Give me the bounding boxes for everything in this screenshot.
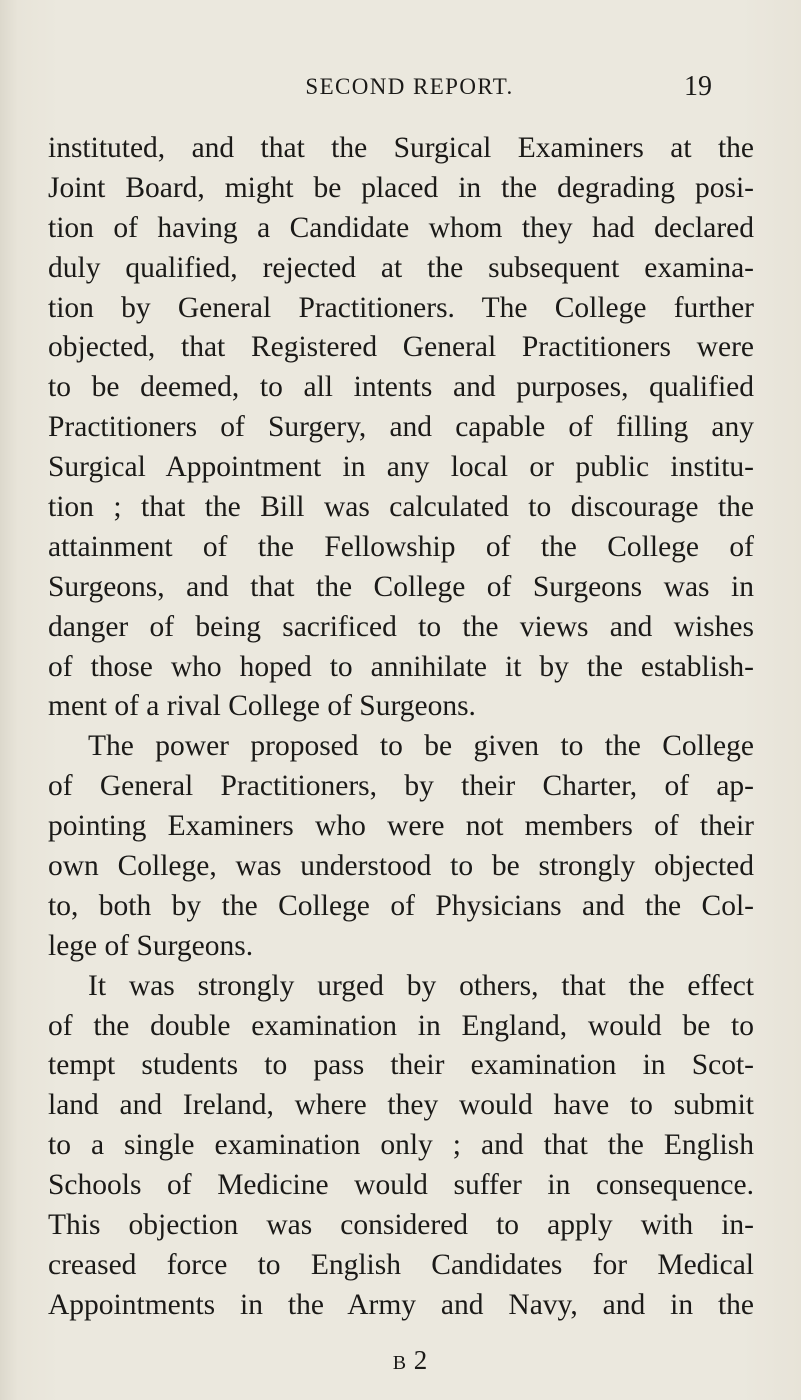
text-line: Surgeons, and that the College of Surgeons was in (48, 570, 754, 603)
text-line: Joint Board, might be placed in the degrading posi- (48, 171, 754, 204)
page-header (0, 71, 801, 108)
page-number: 19 (684, 71, 712, 102)
text-line: land and Ireland, where they would have to submit (48, 1089, 754, 1122)
text-line: Appointments in the Army and Navy, and in the (48, 1288, 754, 1321)
text-line: Schools of Medicine would suffer in consequence. (48, 1169, 754, 1202)
text-line: ment of a rival College of Surgeons. (48, 690, 476, 723)
text-line: objected, that Registered General Practitioners were (48, 331, 754, 364)
text-line: of those who hoped to annihilate it by the establish- (48, 650, 754, 683)
text-line: This objection was considered to apply with in- (48, 1209, 754, 1242)
text-line: tion ; that the Bill was calculated to discourage the (48, 491, 754, 524)
text-line: pointing Examiners who were not members of their (48, 810, 754, 843)
signature-number: 2 (413, 1345, 429, 1375)
text-line: of the double examination in England, would be to (48, 1009, 754, 1042)
running-head: SECOND REPORT. (305, 74, 514, 99)
text-line: instituted, and that the Surgical Examiners at the (48, 132, 754, 164)
text-line: The power proposed to be given to the College (88, 730, 754, 763)
text-line: creased force to English Candidates for Medical (48, 1248, 754, 1281)
text-line: Practitioners of Surgery, and capable of filling any (48, 411, 754, 444)
text-line: It was strongly urged by others, that the effect (88, 969, 754, 1002)
text-line: tion of having a Candidate whom they had declared (48, 211, 754, 244)
text-line: of General Practitioners, by their Charter, of ap- (48, 770, 754, 803)
text-line: attainment of the Fellowship of the College of (48, 530, 754, 563)
text-line: to, both by the College of Physicians and the Col- (48, 889, 754, 922)
text-line: danger of being sacrificed to the views and wishes (48, 610, 754, 643)
text-line: tion by General Practitioners. The College further (48, 291, 754, 324)
signature-letter: B (392, 1352, 407, 1374)
signature-mark (0, 1345, 801, 1376)
text-line: tempt students to pass their examination in Scot- (48, 1049, 754, 1082)
text-line: Surgical Appointment in any local or public institu- (48, 451, 754, 484)
text-line: duly qualified, rejected at the subsequent examina- (48, 251, 754, 284)
body-text (48, 129, 754, 1326)
text-line: to a single examination only ; and that the English (48, 1129, 754, 1162)
text-line: own College, was understood to be strongly objected (48, 850, 754, 883)
text-line: to be deemed, to all intents and purposes, qualified (48, 371, 754, 404)
text-line: lege of Surgeons. (48, 929, 254, 962)
